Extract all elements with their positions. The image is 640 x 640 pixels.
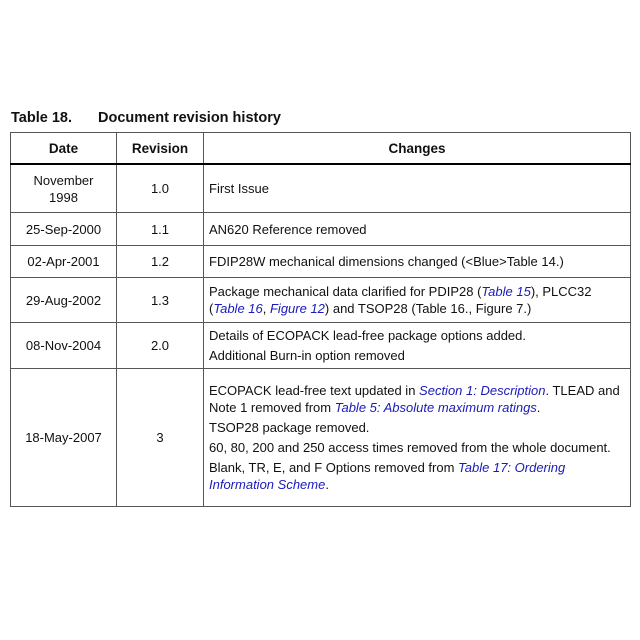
revision-cell: 1.1 [117, 213, 204, 246]
change-entry [209, 283, 625, 317]
change-text: FDIP28W mechanical dimensions changed (<Blue>Table 14.) [209, 254, 564, 269]
change-text: ), PLCC32 ( [209, 284, 592, 316]
table-caption [11, 110, 281, 126]
table-number: Table 18. [11, 110, 72, 126]
table-row [11, 323, 631, 369]
change-entry [209, 382, 625, 416]
date-cell: 25-Sep-2000 [11, 213, 117, 246]
date-cell: 08-Nov-2004 [11, 323, 117, 369]
changes-cell [204, 246, 631, 278]
column-header-revision: Revision [117, 133, 204, 165]
cross-reference-link[interactable]: Table 17: Ordering Information Scheme [209, 460, 566, 492]
column-header-date: Date [11, 133, 117, 165]
change-text: Blank, TR, E, and F Options removed from [209, 460, 459, 475]
revision-cell: 1.0 [117, 164, 204, 213]
cross-reference-link[interactable]: Section 1: Description [419, 383, 546, 398]
cross-reference-link[interactable]: Table 16 [213, 301, 263, 316]
change-entry [209, 419, 625, 436]
table-title: Document revision history [98, 110, 281, 126]
changes-cell [204, 164, 631, 213]
change-text: . [536, 400, 541, 415]
table-row [11, 278, 631, 323]
change-text: 60, 80, 200 and 250 access times removed from the whole document. [209, 440, 611, 455]
change-text: ECOPACK lead-free text updated in [209, 383, 420, 398]
revision-cell: 3 [117, 369, 204, 507]
changes-cell [204, 323, 631, 369]
change-text: Additional Burn-in option removed [209, 348, 405, 363]
change-text: . TLEAD and Note 1 removed from [209, 383, 620, 415]
cross-reference-link[interactable]: Table 5: Absolute maximum ratings [334, 400, 537, 415]
table-row [11, 164, 631, 213]
change-entry [209, 327, 625, 344]
change-entry [209, 180, 625, 197]
change-entry [209, 221, 625, 238]
change-text: . [325, 477, 329, 492]
change-text: TSOP28 package removed. [209, 420, 370, 435]
cross-reference-link[interactable]: Table 15 [481, 284, 531, 299]
revision-cell: 1.3 [117, 278, 204, 323]
date-cell: 18-May-2007 [11, 369, 117, 507]
table-header-row [11, 133, 631, 165]
changes-cell [204, 213, 631, 246]
date-cell: November 1998 [11, 164, 117, 213]
change-entry [209, 253, 625, 270]
revision-history-table [10, 132, 631, 507]
cross-reference-link[interactable]: Figure 12 [269, 301, 325, 316]
date-cell: 02-Apr-2001 [11, 246, 117, 278]
change-text: , [262, 301, 270, 316]
change-text: Package mechanical data clarified for PDIP28 ( [209, 284, 482, 299]
column-header-changes: Changes [204, 133, 631, 165]
change-entry [209, 347, 625, 364]
table-row [11, 213, 631, 246]
date-cell: 29-Aug-2002 [11, 278, 117, 323]
revision-cell: 1.2 [117, 246, 204, 278]
changes-cell [204, 278, 631, 323]
revision-cell: 2.0 [117, 323, 204, 369]
change-text: First Issue [209, 181, 269, 196]
change-entry [209, 439, 625, 456]
table-body [11, 164, 631, 507]
change-entry [209, 459, 625, 493]
change-text: AN620 Reference removed [209, 221, 367, 237]
change-text: ) and TSOP28 (Table 16., Figure 7.) [324, 301, 532, 316]
table-row [11, 246, 631, 278]
table-row [11, 369, 631, 507]
change-text: Details of ECOPACK lead-free package options added. [209, 328, 526, 343]
changes-cell [204, 369, 631, 507]
